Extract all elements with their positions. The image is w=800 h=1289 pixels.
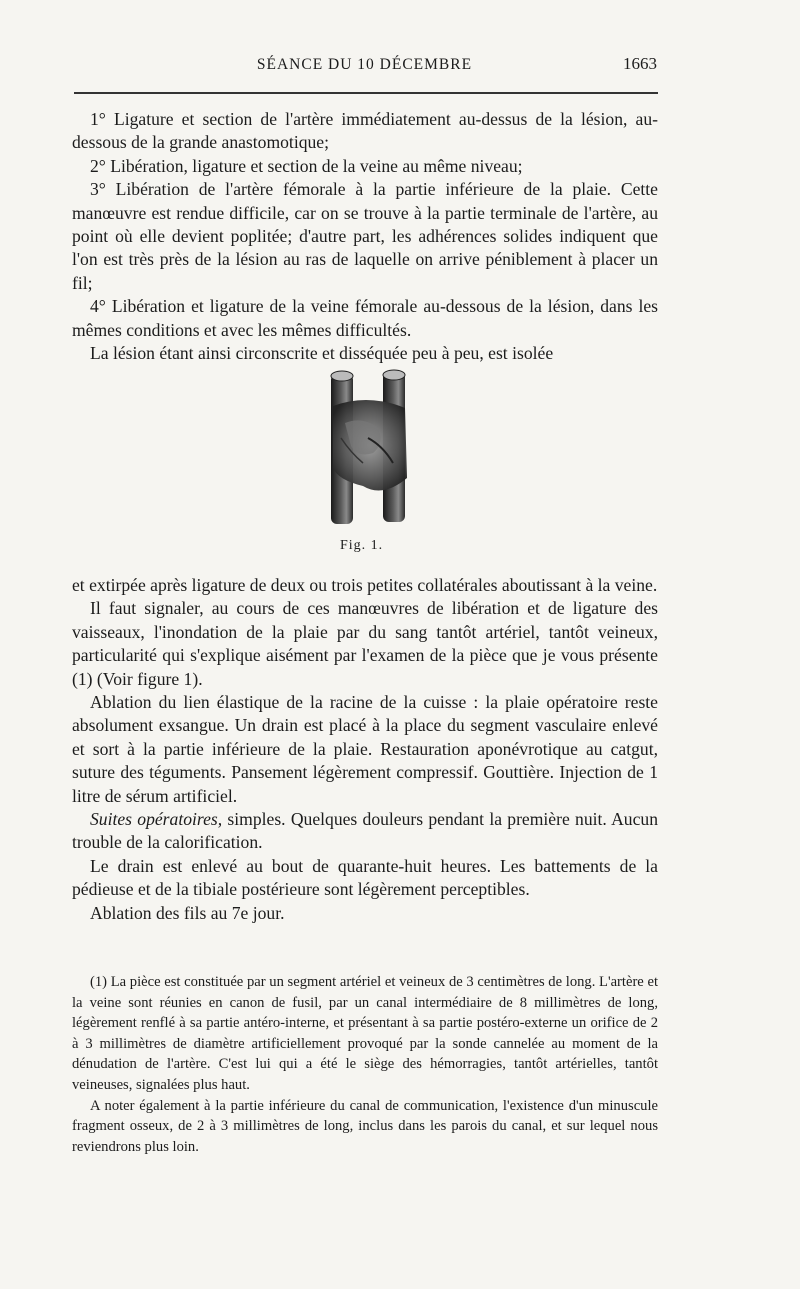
footnote-paragraph: (1) La pièce est constituée par un segment artériel et veineux de 3 centimètres de long. L'artère et la veine sont réunies en canon de fusil, par un canal intermédiaire de 8 millimètres de long, légèrement renflé à sa partie antéro-interne, et présentant à sa partie postéro-externe un orifice de 2 à 3 millimètres de diamètre artificiellement provoqué par la sonde cannelée au moment de la dénudation de l'artère. C'est lui qui a été le siège des hémorragies, tantôt artérielles, tantôt veineuses, signalées plus haut. <box>72 974 658 1093</box>
vessel-specimen-figure <box>323 368 413 528</box>
paragraph: 3° Libération de l'artère fémorale à la partie inférieure de la plaie. Cette manœuvre est rendue difficile, car on se trouve à la partie terminale de l'artère, au point où elle devient poplitée; d'autre part, les adhérences solides indiquent que l'on est très près de la lésion au ras de laquelle on arrive péniblement à placer un fil; <box>72 179 658 293</box>
header-rule <box>74 92 658 94</box>
paragraph: Le drain est enlevé au bout de quarante-huit heures. Les battements de la pédieuse et de la tibiale postérieure sont légèrement perceptibles. <box>72 855 658 900</box>
figure-caption: Fig. 1. <box>340 538 384 553</box>
body-text-bottom <box>72 574 658 925</box>
running-header <box>72 48 657 78</box>
paragraph: 4° Libération et ligature de la veine fémorale au-dessous de la lésion, dans les mêmes conditions et avec les mêmes difficultés. <box>72 296 658 340</box>
header-title: SÉANCE DU 10 DÉCEMBRE <box>256 56 473 73</box>
paragraph-text: simples. Quelques douleurs pendant la première nuit. Aucun trouble de la calorification. <box>72 809 658 853</box>
italic-phrase: Suites opératoires, <box>90 809 223 830</box>
paragraph <box>72 808 658 855</box>
paragraph: 2° Libération, ligature et section de la veine au même niveau; <box>90 155 523 176</box>
paragraph: et extirpée après ligature de deux ou trois petites collatérales aboutissant à la veine. <box>72 575 658 595</box>
vessel-illustration <box>323 368 413 528</box>
page-number: 1663 <box>623 54 657 73</box>
footnote <box>72 972 658 1157</box>
paragraph: La lésion étant ainsi circonscrite et disséquée peu à peu, est isolée <box>90 343 554 364</box>
paragraph: 1° Ligature et section de l'artère immédiatement au-dessus de la lésion, au-dessous de la grande anastomotique; <box>72 109 658 153</box>
paragraph: Ablation des fils au 7e jour. <box>90 902 285 923</box>
body-text-top <box>72 108 658 365</box>
footnote-paragraph: A noter également à la partie inférieure du canal de communication, l'existence d'un minuscule fragment osseux, de 2 à 3 millimètres de long, inclus dans les parois du canal, et sur lequel nous reviendrons plus loin. <box>72 1097 658 1155</box>
paragraph: Il faut signaler, au cours de ces manœuvres de libération et de ligature des vaisseaux, l'inondation de la plaie par du sang tantôt artériel, tantôt veineux, particularité qui s'explique aisément par l'examen de la pièce que je vous présente (1) (Voir figure 1). <box>72 598 658 689</box>
paragraph: Ablation du lien élastique de la racine de la cuisse : la plaie opératoire reste absolument exsangue. Un drain est placé à la place du segment vasculaire enlevé et sort à la partie inférieure de la plaie. Restauration aponévrotique au catgut, suture des téguments. Pansement légèrement compressif. Gouttière. Injection de 1 litre de sérum artificiel. <box>72 692 658 806</box>
